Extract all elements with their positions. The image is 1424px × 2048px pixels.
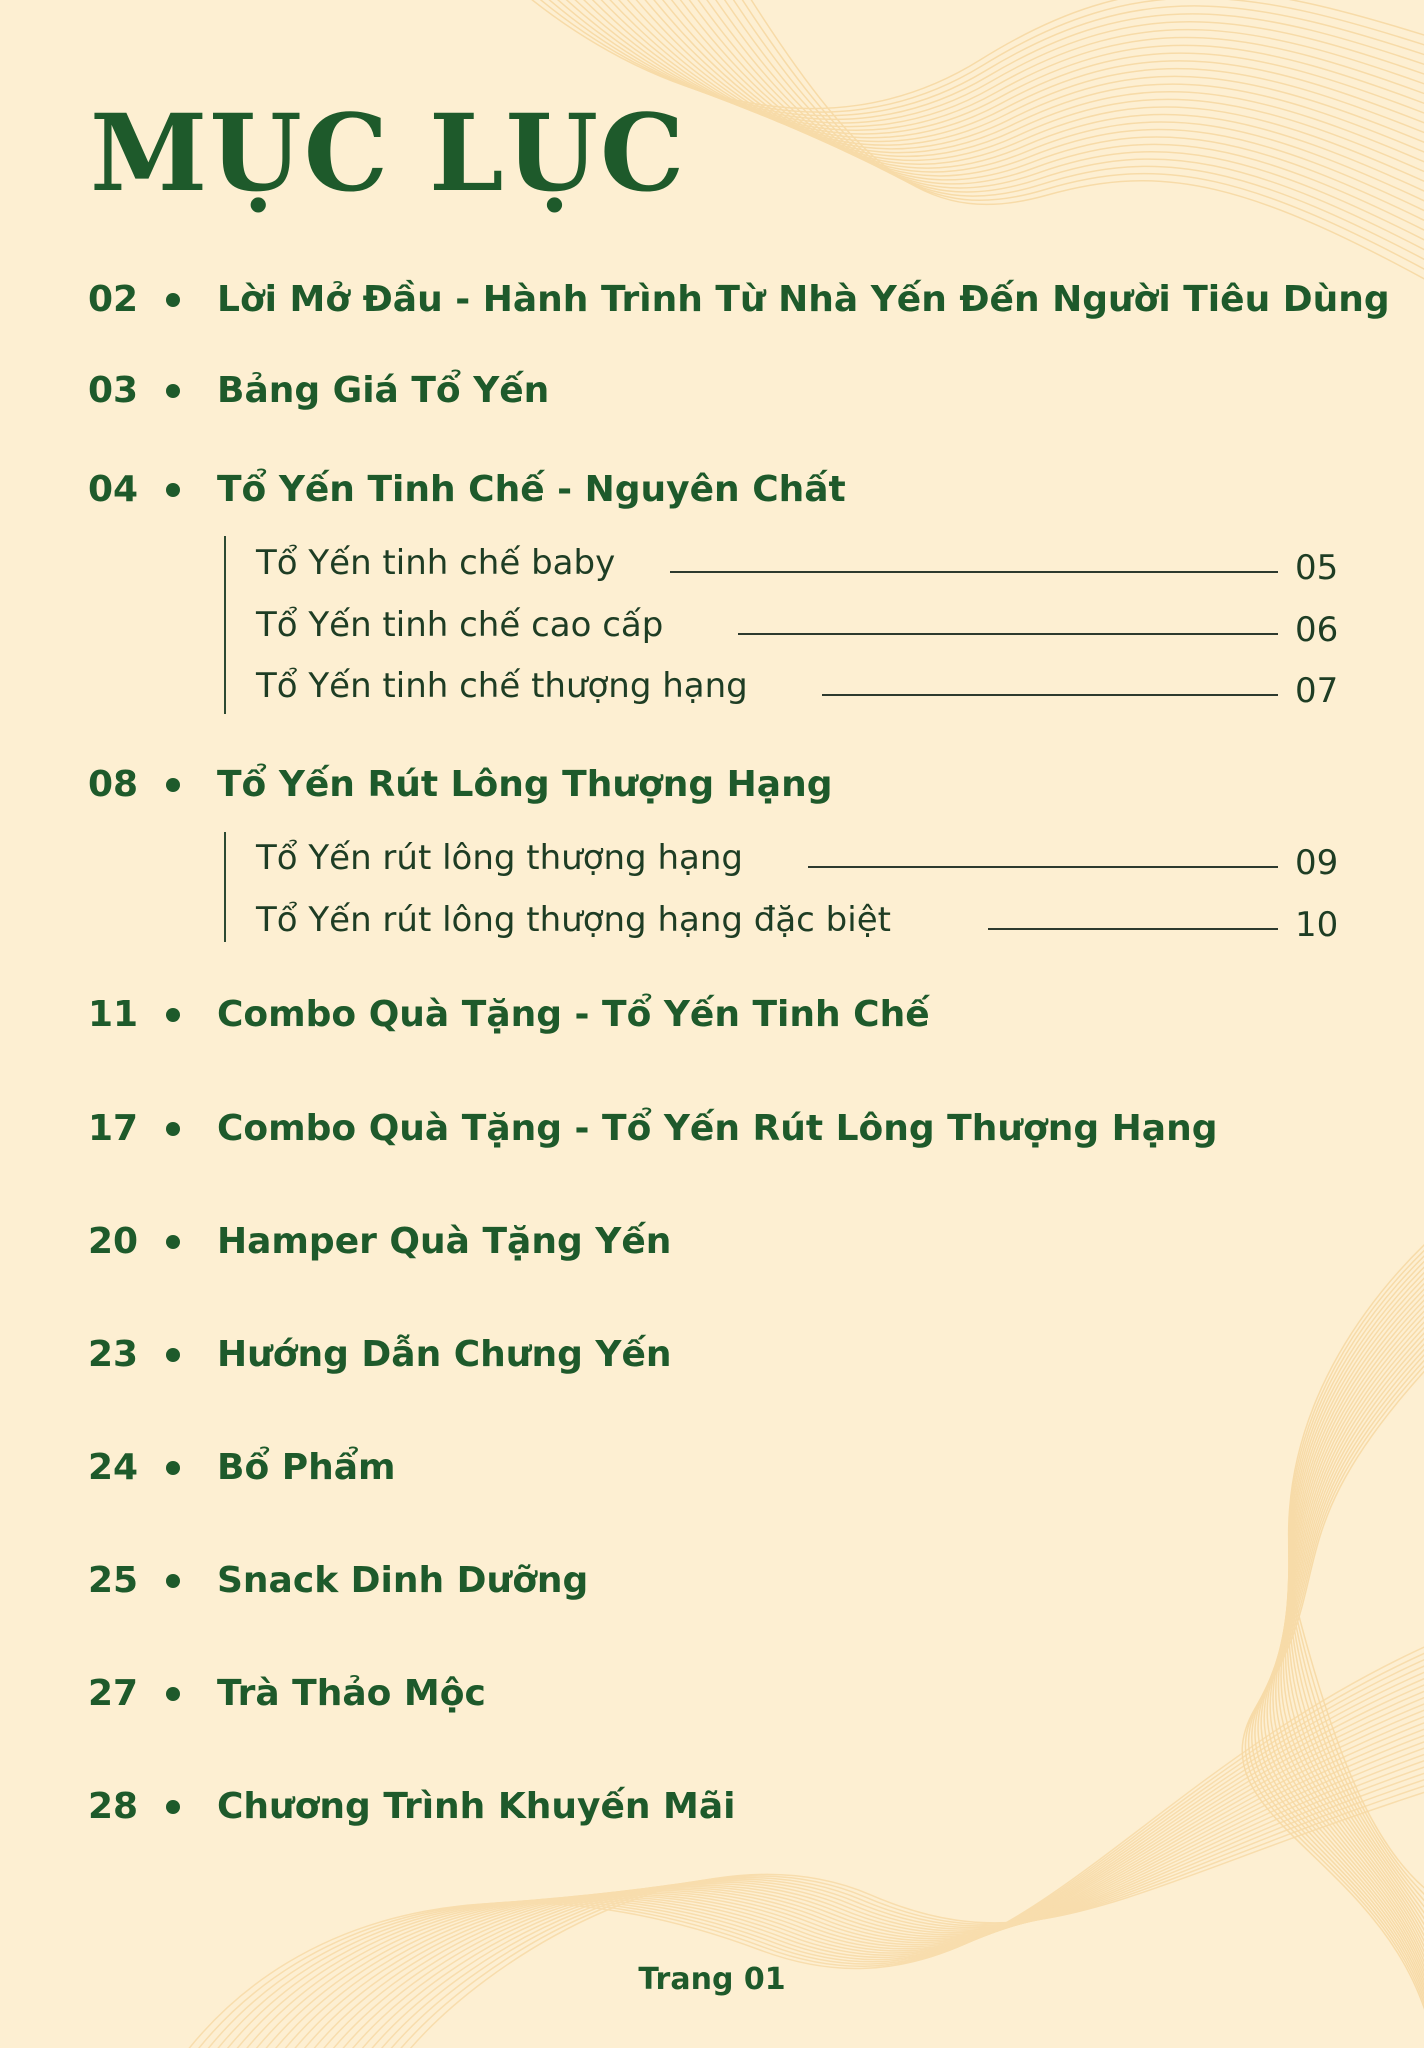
sub-entry-10[interactable] <box>0 895 1424 945</box>
toc-page-number: 20 <box>88 1221 139 1262</box>
leader-line <box>988 928 1278 930</box>
leader-line <box>670 571 1278 573</box>
toc-label: Chương Trình Khuyến Mãi <box>217 1786 736 1827</box>
toc-page-number: 08 <box>88 764 139 805</box>
sub-label: Tổ Yến tinh chế cao cấp <box>256 605 664 645</box>
toc-entry-02[interactable] <box>0 275 1424 325</box>
sub-label: Tổ Yến rút lông thượng hạng đặc biệt <box>256 900 891 940</box>
toc-label: Bảng Giá Tổ Yến <box>217 370 550 411</box>
bullet-icon <box>166 1122 180 1136</box>
leader-line <box>822 694 1278 696</box>
toc-entry-17[interactable] <box>0 1104 1424 1154</box>
sub-page-number: 05 <box>1295 548 1339 588</box>
toc-label: Tổ Yến Rút Lông Thượng Hạng <box>217 764 833 805</box>
bullet-icon <box>166 1461 180 1475</box>
sub-label: Tổ Yến tinh chế baby <box>256 543 616 583</box>
toc-label: Combo Quà Tặng - Tổ Yến Rút Lông Thượng Hạng <box>217 1108 1218 1149</box>
bullet-icon <box>166 1574 180 1588</box>
bullet-icon <box>166 293 180 307</box>
toc-entry-23[interactable] <box>0 1330 1424 1380</box>
toc-entry-24[interactable] <box>0 1443 1424 1493</box>
toc-page-number: 23 <box>88 1334 139 1375</box>
toc-entry-28[interactable] <box>0 1782 1424 1832</box>
toc-entry-08[interactable] <box>0 760 1424 810</box>
toc-entry-11[interactable] <box>0 990 1424 1040</box>
sub-page-number: 06 <box>1295 610 1339 650</box>
sub-label: Tổ Yến tinh chế thượng hạng <box>256 666 748 706</box>
toc-page-number: 02 <box>88 279 139 320</box>
toc-label: Bổ Phẩm <box>217 1447 396 1488</box>
sub-entry-06[interactable] <box>0 600 1424 650</box>
bullet-icon <box>166 778 180 792</box>
sub-entry-07[interactable] <box>0 661 1424 711</box>
bullet-icon <box>166 1348 180 1362</box>
toc-label: Combo Quà Tặng - Tổ Yến Tinh Chế <box>217 994 930 1035</box>
toc-page-number: 24 <box>88 1447 139 1488</box>
toc-label: Snack Dinh Dưỡng <box>217 1560 589 1601</box>
toc-entry-20[interactable] <box>0 1217 1424 1267</box>
toc-label: Trà Thảo Mộc <box>217 1673 486 1714</box>
sub-entry-09[interactable] <box>0 833 1424 883</box>
toc-label: Lời Mở Đầu - Hành Trình Từ Nhà Yến Đến Người Tiêu Dùng <box>217 279 1390 320</box>
toc-page-number: 28 <box>88 1786 139 1827</box>
sub-page-number: 10 <box>1295 905 1339 945</box>
toc-entry-27[interactable] <box>0 1669 1424 1719</box>
toc-page-number: 27 <box>88 1673 139 1714</box>
toc-page-number: 03 <box>88 370 139 411</box>
toc-label: Tổ Yến Tinh Chế - Nguyên Chất <box>217 469 846 510</box>
toc-page-number: 04 <box>88 469 139 510</box>
leader-line <box>738 633 1278 635</box>
sub-page-number: 09 <box>1295 843 1339 883</box>
toc-label: Hướng Dẫn Chưng Yến <box>217 1334 672 1375</box>
bullet-icon <box>166 1687 180 1701</box>
bullet-icon <box>166 483 180 497</box>
sub-entry-05[interactable] <box>0 538 1424 588</box>
toc-entry-04[interactable] <box>0 465 1424 515</box>
bullet-icon <box>166 1235 180 1249</box>
toc-page-number: 25 <box>88 1560 139 1601</box>
bullet-icon <box>166 1800 180 1814</box>
toc-entry-25[interactable] <box>0 1556 1424 1606</box>
bullet-icon <box>166 384 180 398</box>
toc-page-number: 17 <box>88 1108 139 1149</box>
page-footer: Trang 01 <box>638 1962 786 1997</box>
page-title: MỤC LỤC <box>90 90 687 215</box>
toc-page-number: 11 <box>88 994 139 1035</box>
toc-entry-03[interactable] <box>0 366 1424 416</box>
bullet-icon <box>166 1008 180 1022</box>
sub-label: Tổ Yến rút lông thượng hạng <box>256 838 743 878</box>
leader-line <box>808 866 1278 868</box>
sub-page-number: 07 <box>1295 671 1339 711</box>
toc-label: Hamper Quà Tặng Yến <box>217 1221 672 1262</box>
